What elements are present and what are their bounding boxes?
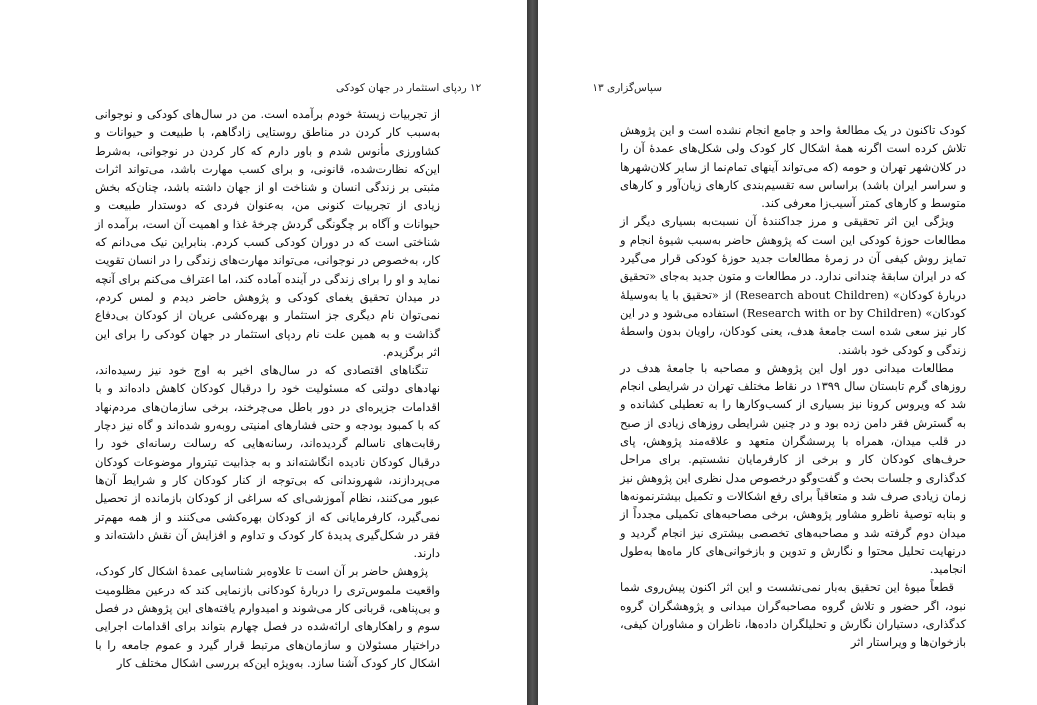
- book-spine-gutter: [527, 0, 538, 705]
- left-paragraph-2: تنگناهای اقتصادی که در سال‌های اخیر به اوج خود نیز رسیده‌اند، نهادهای دولتی که مسئولیت خود را درقبال کودکان کاهش داده‌اند و با اقدامات جزیره‌ای در دور باطل می‌چرخند، برخی سازمان‌های مردم‌نهاد که با کمبود بودجه و حتی فشارهای امنیتی روبه‌رو شده‌اند و گاه نیز دچار رقابت‌های ناسالم گردیده‌اند، رسانه‌هایی که رسالت رسانه‌ای خود را درقبال کودکان نادیده انگاشته‌اند و به جذابیت تیتروار موضوعات کودکان می‌پردازند، شهروندانی که بی‌توجه از کنار کودکان کار و شرایط آن‌ها عبور می‌کنند، نظام آموزشی‌ای که سراغی از کودکان بازمانده از تحصیل نمی‌گیرد، کارفرمایانی که از کودکان بهره‌کشی می‌کنند و از همه مهم‌تر فقر در شکل‌گیری پدیدهٔ کار کودک و تداوم و افزایش آن نقش داشته‌اند و دارند.: [95, 363, 440, 561]
- left-page-header: ۱۲ ردپای استثمار در جهان کودکی: [336, 82, 482, 94]
- right-paragraph-3: مطالعات میدانی دور اول این پژوهش و مصاحبه با جامعهٔ هدف در روزهای گرم تابستان سال ۱۳۹۹ در نقاط مختلف تهران در شرایطی انجام شد که ویروس کرونا نیز بسیاری از کسب‌وکارها را به تعطیلی کشانده و به گسترش فقر دامن زده بود و در چنین شرایطی روزهای زیادی از صبح در قلب میدان، همراه با پرسشگران متعهد و علاقه‌مند پژوهش، پای حرف‌های کودکان کار و برخی از کارفرمایان نشستیم. برای مراحل کدگذاری و جلسات بحث و گفت‌وگو درخصوص مدل نظری این پژوهش نیز زمان زیادی صرف شد و متعاقباً برای رفع اشکالات و تکمیل بیشترنمونه‌ها و بنابه توصیهٔ ناظرو مشاور پژوهش، برخی مصاحبه‌های تکمیلی مجدداً از میدان دوم گرفته شد و مصاحبه‌های تخصصی بیشتری نیز انجام گردید و درنهایت تحلیل محتوا و نگارش و تدوین و بازخوانی‌های کار ماه‌ها به‌طول انجامید.: [620, 360, 966, 577]
- right-page: [538, 0, 1037, 705]
- left-paragraph-3: پژوهش حاضر بر آن است تا علاوه‌بر شناسایی عمدهٔ اشکال کار کودک، واقعیت ملموس‌تری را دربارهٔ کودکانی بازنمایی کند که درعین مظلومیت و بی‌پناهی، قربانی کار می‌شوند و امیدوارم یافته‌های این پژوهش در فصل سوم و راهکارهای ارائه‌شده در فصل چهارم بتواند برای اقدامات اجرایی دراختیار مسئولان و سازمان‌های مرتبط قرار گیرد و عموم جامعه را با اشکال کار کودک آشنا سازد. به‌ویژه این‌که بررسی اشکال مختلف کار: [95, 564, 440, 670]
- left-paragraph-1: از تجربیات زیستهٔ خودم برآمده است. من در سال‌های کودکی و نوجوانی به‌سبب کار کردن در مناطق روستایی زادگاهم، با طبیعت و حیوانات و کشاورزی مأنوس شدم و باور دارم که کار کردن در نوجوانی، به‌شرط این‌که نظارت‌شده، قانونی، و برای کسب مهارت باشد، می‌تواند اثرات مثبتی بر زندگی انسان و شناخت او از جهان داشته باشد، چنان‌که بخش زیادی از تجربیات کنونی من، به‌عنوان فردی که دوستدار طبیعت و حیوانات و آگاه بر چگونگی گردش چرخهٔ غذا و اهمیت آن است، برآمده از شناختی است که در دوران کودکی کسب کردم. بنابراین نیک می‌دانم که کار، به‌خصوص در نوجوانی، می‌تواند مهارت‌های زندگی را در انسان تقویت نماید و او را برای زندگی در آینده آماده کند، اما اعتراف می‌کنم برای آنچه در میدان تحقیق یغمای کودکی و پژوهش حاضر دیدم و لمس کردم، نمی‌توان نام دیگری جز استثمار و بهره‌کشی عریان از کودکان بی‌دفاع گذاشت و به همین علت نام ردپای استثمار در جهان کودکی را برای این اثر برگزیدم.: [95, 107, 440, 359]
- right-page-body: [620, 121, 966, 652]
- right-paragraph-4: قطعاً میوهٔ این تحقیق به‌بار نمی‌نشست و این اثر اکنون پیش‌روی شما نبود، اگر حضور و تلاش گروه مصاحبه‌گران میدانی و پژوهشگران گروه کدگذاری، دستیاران نگارش و تحلیلگران داده‌ها، ناظران و مشاوران کیفی، بازخوان‌ها و ویراستار اثر: [620, 580, 966, 650]
- right-paragraph-1: کودک تاکنون در یک مطالعهٔ واحد و جامع انجام نشده است و این پژوهش تلاش کرده است اگرنه همهٔ اشکال کار کودک ولی شکل‌های عمدهٔ آن را در کلان‌شهر تهران و حومه (که می‌تواند آینهای تمام‌نما از سایر کلان‌شهرها و سراسر ایران باشد) براساس سه تقسیم‌بندی کارهای زیان‌آور و کارهای متوسط و کارهای کمتر آسیب‌زا معرفی کند.: [620, 123, 966, 211]
- left-page-body: [95, 105, 440, 672]
- right-paragraph-2: ویژگی این اثر تحقیقی و مرز جداکنندهٔ آن نسبت‌به بسیاری دیگر از مطالعات حوزهٔ کودکی این است که پژوهش حاضر به‌سبب شیوهٔ انجام و تمایز روش کیفی آن در زمرهٔ مطالعات جدید حوزهٔ کودکی قرار می‌گیرد که در ایران سابقهٔ چندانی ندارد. در مطالعات و متون جدید به‌جای «تحقیق دربارهٔ کودکان» (Research about Children) از «تحقیق با یا به‌وسیلهٔ کودکان» (Research with or by Children) استفاده می‌شود و در این کار نیز سعی شده است جامعهٔ هدف، یعنی کودکان، راویان بدون واسطهٔ زندگی و کودکی خود باشند.: [620, 214, 967, 357]
- right-page-header: سپاس‌گزاری ۱۳: [592, 82, 662, 94]
